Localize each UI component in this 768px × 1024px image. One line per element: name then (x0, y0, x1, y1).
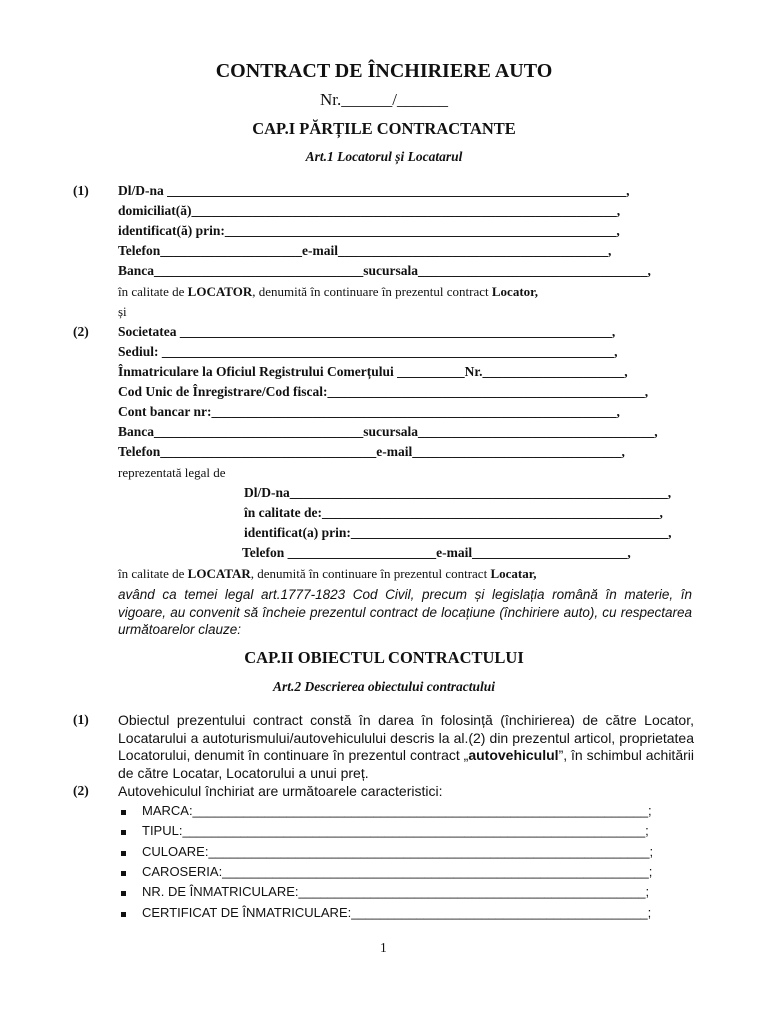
rep-name-line: Dl/D-na________________________________________________________, (244, 485, 672, 500)
page-number: 1 (380, 940, 387, 955)
rep-phone-email-line: Telefon ______________________e-mail_______________________, (242, 545, 631, 560)
paragraph-marker-1: (1) (73, 183, 89, 198)
role-suffix: , (534, 284, 538, 299)
bullet-icon (121, 830, 126, 835)
legal-basis-paragraph: având ca temei legal art.1777-1823 Cod Civil, precum și legislația română în materie, în vigoare, au convenit să încheie prezentul contract de locațiune (închiriere auto), cu respectarea următoarelor clauze: (118, 587, 692, 637)
locator-id-line: identificat(ă) prin:__________________________________________________________, (118, 223, 620, 238)
role-prefix: în calitate de (118, 284, 188, 299)
list-item-tipul: TIPUL:________________________________________________________________; (142, 823, 649, 838)
rep-capacity-line: în calitate de:__________________________________________________, (244, 505, 663, 520)
list-item-nr-inmatriculare: NR. DE ÎNMATRICULARE:________________________________________________; (142, 884, 650, 899)
object-defined-term: autovehiculul (468, 747, 559, 763)
cap2-heading: CAP.II OBIECTUL CONTRACTULUI (244, 648, 524, 667)
bullet-icon (121, 810, 126, 815)
bullet-icon (121, 912, 126, 917)
rep-id-line: identificat(a) prin:_______________________________________________, (244, 525, 672, 540)
role-prefix: în calitate de (118, 566, 188, 581)
locatar-role-line (118, 566, 537, 582)
contract-title: CONTRACT DE ÎNCHIRIERE AUTO (215, 60, 553, 82)
company-registry-line: Înmatriculare la Oficiul Registrului Comerțului __________Nr._____________________, (118, 364, 628, 379)
paragraph-marker-3: (1) (73, 712, 89, 727)
company-phone-email-line: Telefon________________________________e-mail_______________________________, (118, 444, 625, 459)
list-item-culoare: CULOARE:_____________________________________________________________; (142, 844, 654, 859)
paragraph-marker-2: (2) (73, 324, 89, 339)
company-account-line: Cont bancar nr:____________________________________________________________, (118, 404, 620, 419)
list-item-marca: MARCA:_______________________________________________________________; (142, 803, 652, 818)
list-item-certificat: CERTIFICAT DE ÎNMATRICULARE:_________________________________________; (142, 905, 652, 920)
paragraph-marker-4: (2) (73, 783, 89, 798)
object-text-end: ”, în schimbul achitării de către Locatar, Locatorului a unui preț. (118, 747, 694, 781)
company-cui-line: Cod Unic de Înregistrare/Cod fiscal:_______________________________________________, (118, 384, 649, 399)
locator-role-line (118, 284, 538, 300)
role-middle: , denumită în continuare în prezentul contract (252, 284, 492, 299)
company-hq-line: Sediul: ___________________________________________________________________, (118, 344, 618, 359)
art1-heading: Art.1 Locatorul și Locatarul (305, 149, 463, 164)
role-locator-name: Locator (491, 284, 535, 299)
art2-heading: Art.2 Descrierea obiectului contractului (272, 679, 495, 694)
bullet-icon (121, 851, 126, 856)
object-text-start: Obiectul prezentului contract constă în darea în folosință (închirierea) de către Locator, Locatarului a autoturismului/autovehiculului descris la al.(2) din prezentul articol, proprietatea Locatorului, denumit în continuare în prezentul contract „ (118, 712, 694, 763)
locator-domicile-line: domiciliat(ă)_______________________________________________________________, (118, 203, 621, 218)
company-name-line: Societatea ________________________________________________________________, (118, 324, 616, 339)
locator-phone-email-line: Telefon_____________________e-mail________________________________________, (118, 243, 612, 258)
bullet-icon (121, 891, 126, 896)
characteristics-intro: Autovehiculul închiriat are următoarele caracteristici: (118, 783, 443, 799)
represented-by: reprezentată legal de (118, 465, 226, 480)
company-bank-line: Banca_______________________________sucursala___________________________________, (118, 424, 658, 439)
role-middle: , denumită în continuare în prezentul contract (250, 566, 491, 581)
bullet-icon (121, 871, 126, 876)
list-item-caroseria: CAROSERIA:___________________________________________________________; (142, 864, 653, 879)
locator-name-line: Dl/D-na ____________________________________________________________________, (118, 183, 630, 198)
role-locatar-name: Locatar (490, 566, 534, 581)
conjunction-and: și (118, 304, 127, 319)
role-locator: LOCATOR (187, 284, 253, 299)
object-paragraph (118, 712, 694, 782)
role-suffix: , (533, 566, 537, 581)
contract-number: Nr.______/______ (320, 90, 448, 109)
role-locatar: LOCATAR (187, 566, 251, 581)
locator-bank-line: Banca_______________________________sucursala__________________________________, (118, 263, 651, 278)
cap1-heading: CAP.I PĂRȚILE CONTRACTANTE (252, 119, 516, 138)
